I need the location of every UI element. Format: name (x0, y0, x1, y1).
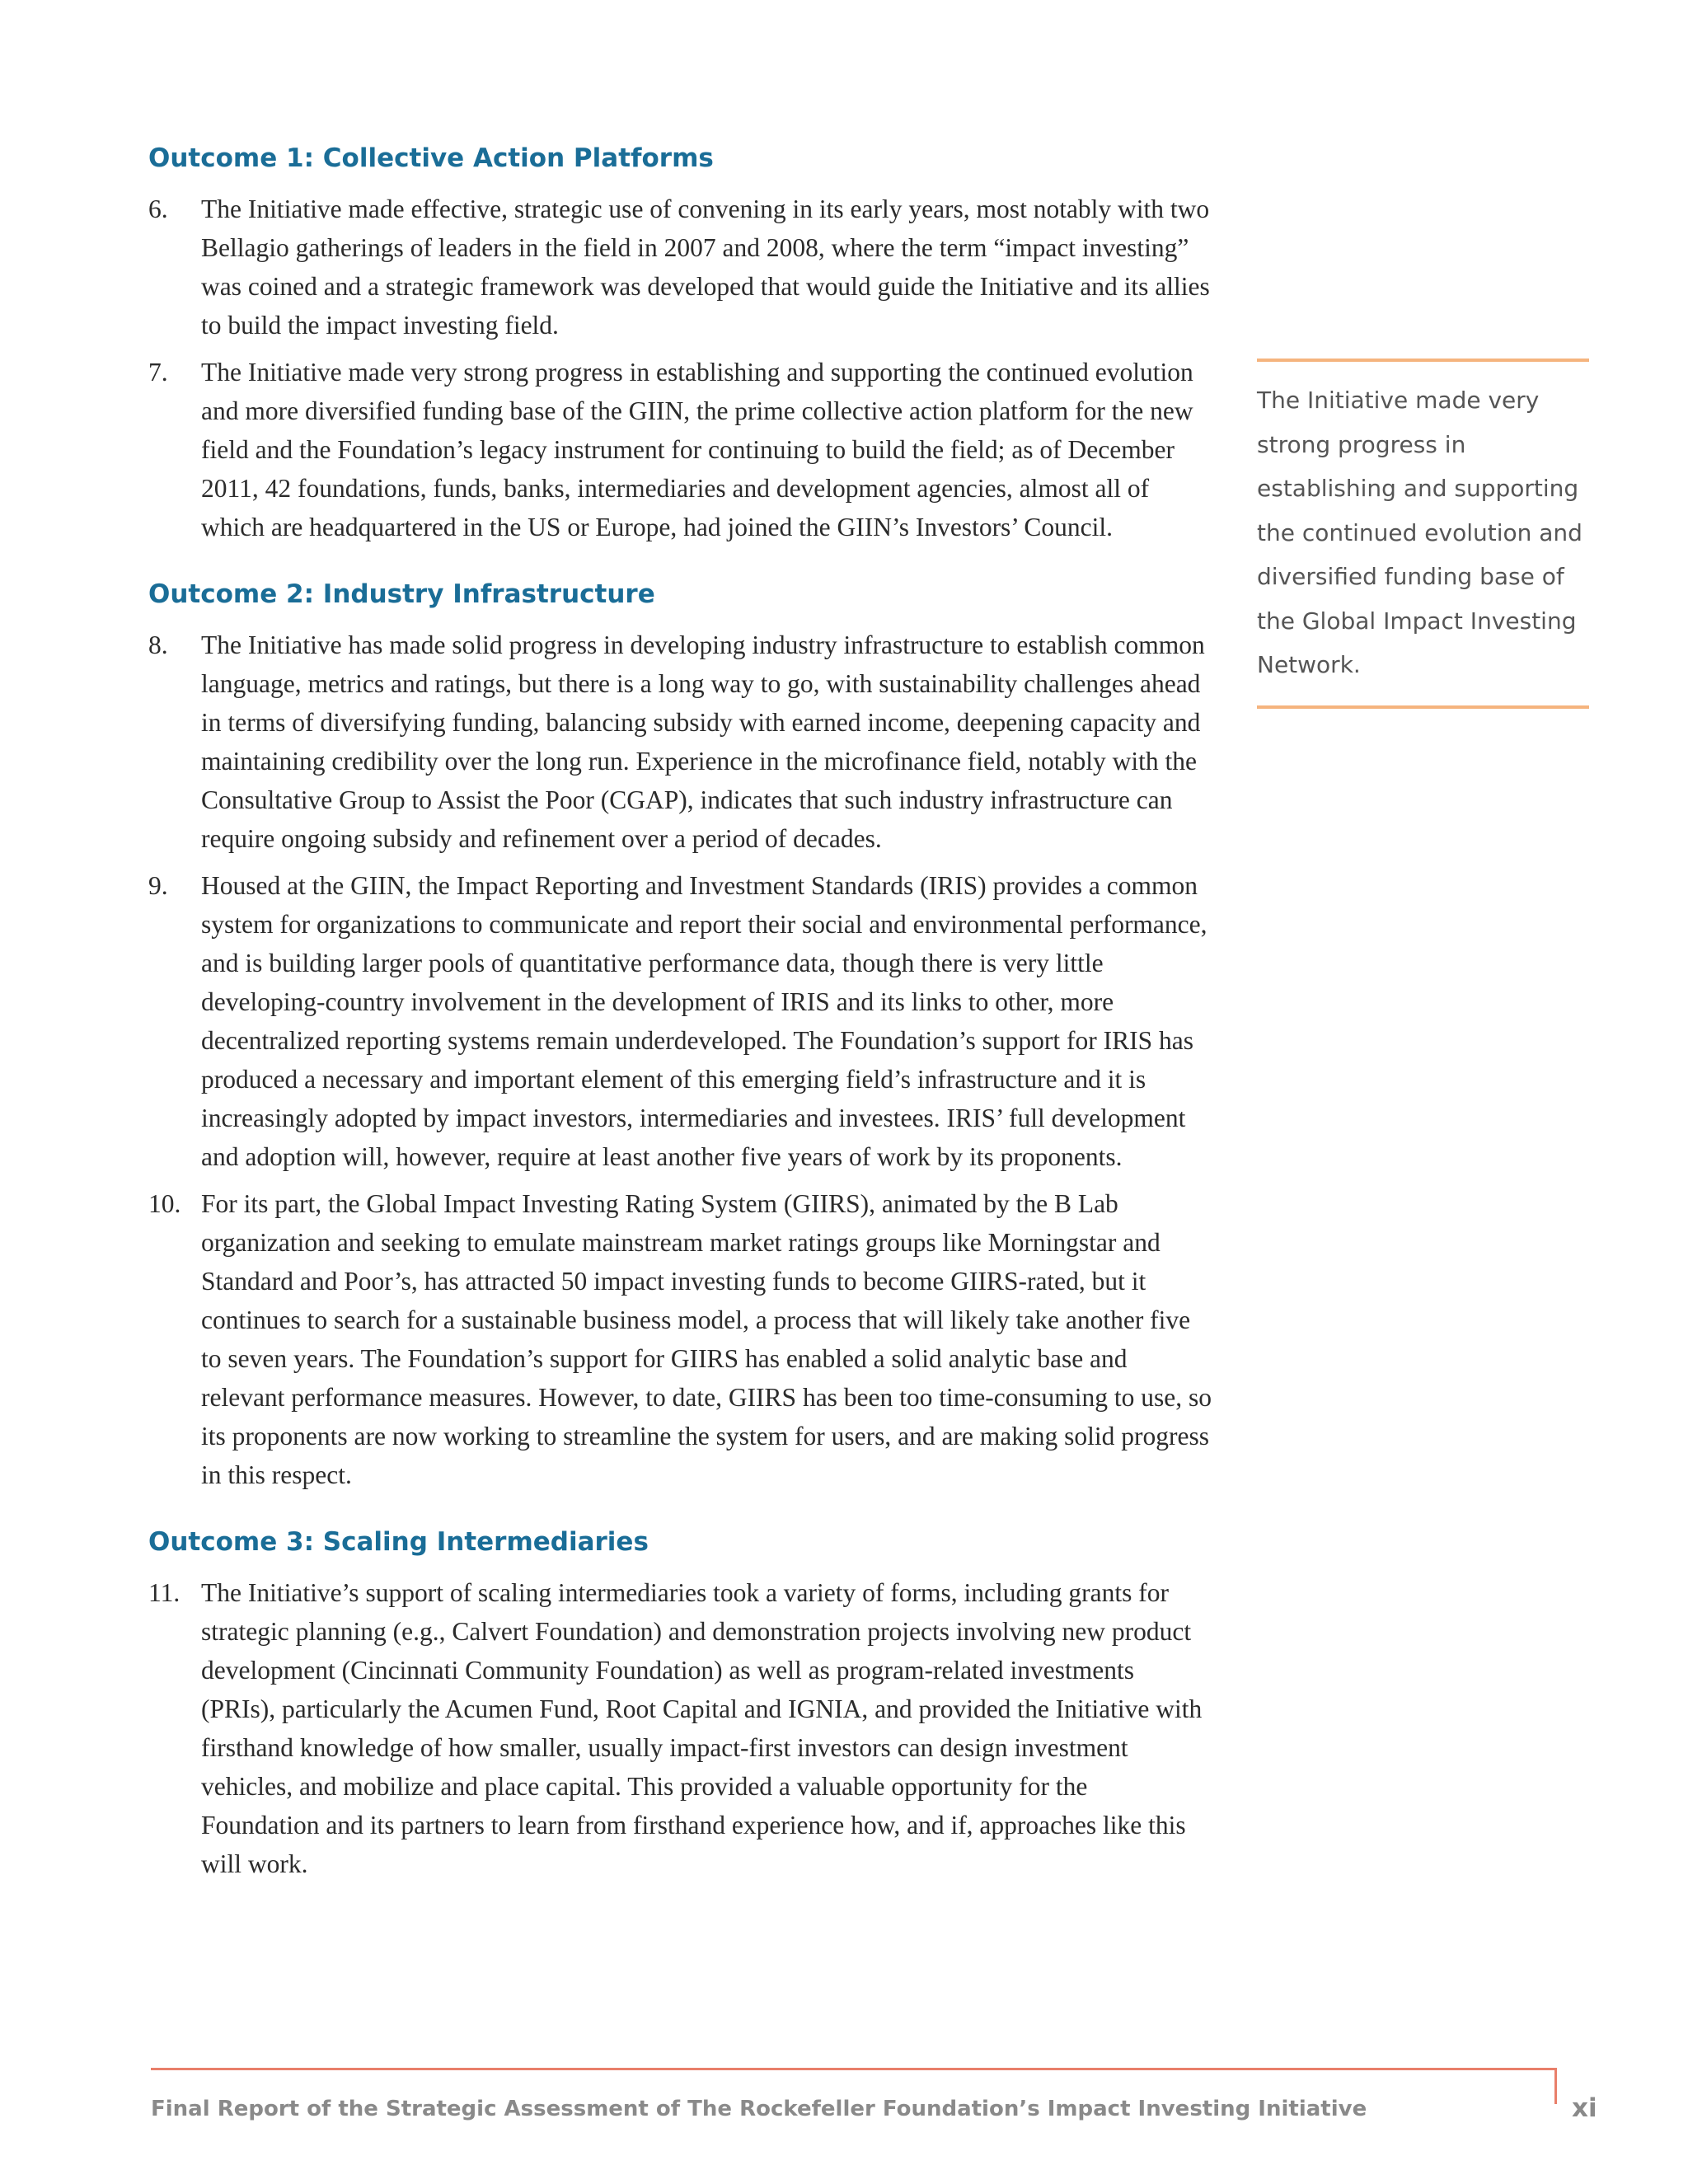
pull-quote-text: The Initiative made very strong progress in establishing and supporting the continued evolution and diversified funding base of the Global Impact Investing Network. (1257, 387, 1582, 678)
footer-report-title: Final Report of the Strategic Assessment of The Rockefeller Foundation’s Impact Investing Initiative (151, 2097, 1367, 2121)
paragraph-text: The Initiative has made solid progress in developing industry infrastructure to establish common language, metrics and ratings, but there is a long way to go, with sustainability challenges ahead in terms of diversifying funding, balancing subsidy with earned income, deepening capacity and maintaining credibility over the long run. Experience in the microfinance field, notably with the Consultative Group to Assist the Poor (CGAP), indicates that such industry infrastructure can require ongoing subsidy and refinement over a period of decades. (201, 630, 1205, 853)
paragraph-number: 11. (148, 1578, 181, 1607)
paragraph-text: The Initiative’s support of scaling intermediaries took a variety of forms, including grants for strategic planning (e.g., Calvert Foundation) and demonstration projects involving new product development (Cincinnati Community Foundation) as well as program-related investments (PRIs), particularly the Acumen Fund, Root Capital and IGNIA, and provided the Initiative with firsthand knowledge of how smaller, usually impact-first investors can design investment vehicles, and mobilize and place capital. This provided a valuable opportunity for the Foundation and its partners to learn from firsthand experience how, and if, approaches like this will work. (201, 1578, 1203, 1878)
paragraph-number: 9. (148, 871, 168, 900)
paragraph-number: 8. (148, 630, 168, 659)
paragraph-number: 6. (148, 194, 168, 223)
outcome-2-heading: Outcome 2: Industry Infrastructure (148, 579, 655, 609)
numbered-paragraph (148, 626, 1212, 858)
numbered-paragraph (148, 1573, 1212, 1883)
numbered-paragraph (148, 190, 1212, 344)
paragraph-number: 10. (148, 1189, 181, 1218)
main-column (148, 140, 1212, 1891)
numbered-paragraph (148, 1184, 1212, 1494)
paragraph-text: For its part, the Global Impact Investing Rating System (GIIRS), animated by the B Lab organization and seeking to emulate mainstream market ratings groups like Morningstar and Standard and Poor’s, has attracted 50 impact investing funds to become GIIRS-rated, but it continues to search for a sustainable business model, a process that will likely take another five to seven years. The Foundation’s support for GIIRS has enabled a solid analytic base and relevant performance measures. However, to date, GIIRS has been too time-consuming to use, so its proponents are now working to streamline the system for users, and are making solid progress in this respect. (201, 1189, 1212, 1489)
numbered-paragraph (148, 353, 1212, 546)
numbered-paragraph (148, 866, 1212, 1176)
paragraph-text: Housed at the GIIN, the Impact Reporting and Investment Standards (IRIS) provides a common system for organizations to communicate and report their social and environmental performance, and is building larger pools of quantitative performance data, though there is very little developing-country involvement in the development of IRIS and its links to other, more decentralized reporting systems remain underdeveloped. The Foundation’s support for IRIS has produced a necessary and important element of this emerging field’s infrastructure and it is increasingly adopted by impact investors, intermediaries and investees. IRIS’ full development and adoption will, however, require at least another five years of work by its proponents. (201, 871, 1207, 1171)
paragraph-number: 7. (148, 358, 168, 387)
footer-divider (151, 2068, 1557, 2070)
pull-quote-callout (1257, 359, 1589, 709)
paragraph-text: The Initiative made very strong progress in establishing and supporting the continued evolution and more diversified funding base of the GIIN, the prime collective action platform for the new field and the Foundation’s legacy instrument for continuing to build the field; as of December 2011, 42 foundations, funds, banks, intermediaries and development agencies, almost all of which are headquartered in the US or Europe, had joined the GIIN’s Investors’ Council. (201, 358, 1193, 541)
outcome-3-heading: Outcome 3: Scaling Intermediaries (148, 1527, 649, 1557)
footer-divider-tick (1554, 2068, 1557, 2104)
outcome-1-heading: Outcome 1: Collective Action Platforms (148, 143, 714, 173)
paragraph-text: The Initiative made effective, strategic use of convening in its early years, most notably with two Bellagio gatherings of leaders in the field in 2007 and 2008, where the term “impact investing” was coined and a strategic framework was developed that would guide the Initiative and its allies to build the impact investing field. (201, 194, 1210, 340)
page-number: xi (1572, 2093, 1597, 2123)
